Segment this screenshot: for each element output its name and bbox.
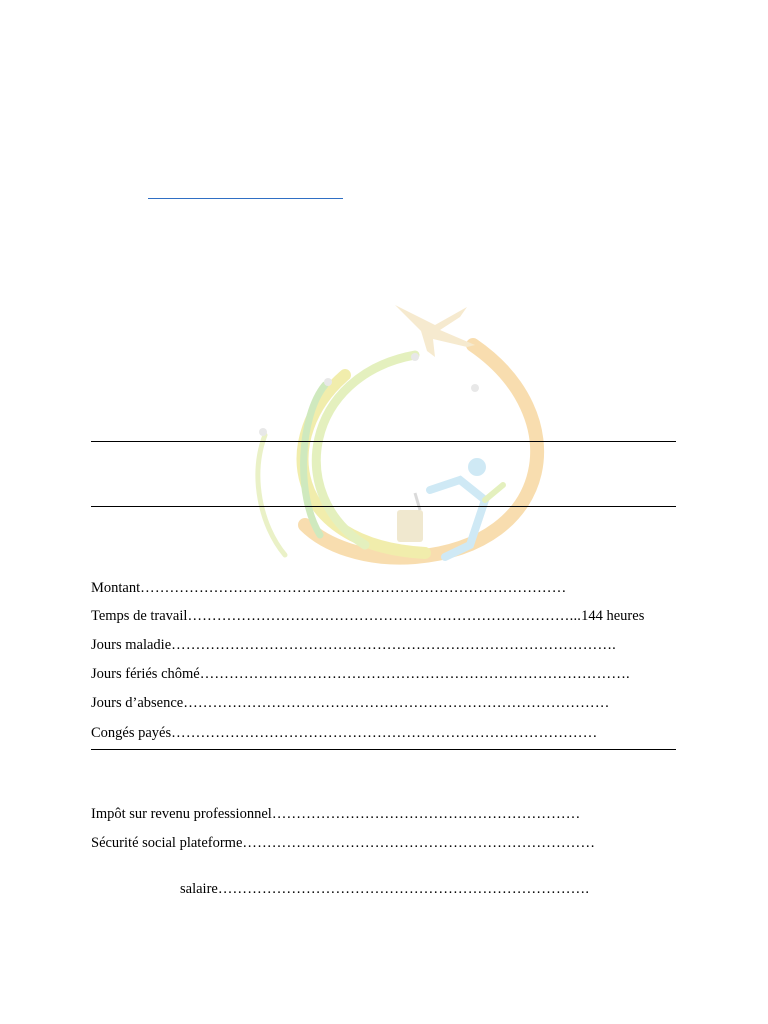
row-jours-maladie [91, 634, 676, 656]
row-jours-absence [91, 692, 676, 714]
dot-leader: …………………………………………………………………………… [171, 725, 598, 741]
section-divider [91, 749, 676, 750]
blank-link-underline[interactable] [148, 198, 343, 199]
row-label: Jours fériés chômé [91, 666, 200, 682]
dot-leader: ……………………………………………………………………... [187, 608, 582, 624]
dot-leader: …………………………………………………………………………… [183, 695, 610, 711]
dot-leader: ……………………………………………………………………………. [199, 666, 630, 682]
row-temps-de-travail [91, 605, 676, 627]
row-label: Temps de travail [91, 608, 188, 624]
header-top-rule [91, 441, 676, 442]
header-bottom-rule [91, 506, 676, 507]
row-label: Sécurité social plateforme [91, 835, 243, 851]
dot-leader: ……………………………………………………………… [242, 835, 596, 851]
row-label: Congés payés [91, 725, 172, 741]
dot-leader: …………………………………………………………………. [217, 881, 590, 897]
row-label: Jours d’absence [91, 695, 184, 711]
row-salaire [180, 878, 676, 900]
row-montant [91, 577, 676, 599]
dot-leader: ……………………………………………………… [271, 806, 581, 822]
row-value: 144 heures [581, 608, 645, 624]
row-label: Impôt sur revenu professionnel [91, 806, 272, 822]
row-label: Jours maladie [91, 637, 172, 653]
dot-leader: ………………………………………………………………………………. [171, 637, 616, 653]
row-jours-feries [91, 663, 676, 685]
row-label: Montant [91, 580, 141, 596]
row-conges-payes [91, 722, 676, 744]
travel-logo-watermark-icon [245, 295, 575, 565]
dot-leader: …………………………………………………………………………… [140, 580, 567, 596]
row-impot-revenu [91, 803, 676, 825]
row-label: salaire [180, 881, 218, 897]
row-securite-sociale [91, 832, 676, 854]
